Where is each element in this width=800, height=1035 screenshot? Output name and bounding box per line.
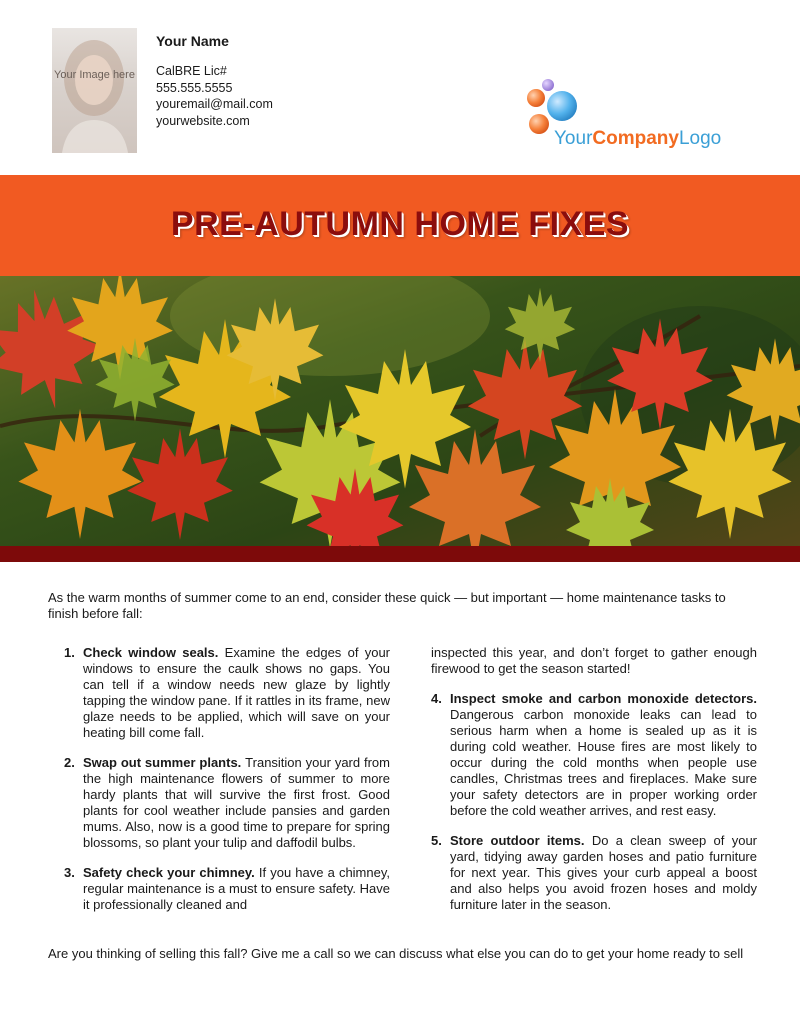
maple-leaves-illustration bbox=[0, 276, 800, 546]
tip-heading: Check window seals. bbox=[83, 645, 225, 660]
tip-item bbox=[431, 691, 757, 819]
tip-text: Examine the edges of your windows to ensure the caulk shows no gaps. You can tell if a window needs new glaze by lightly tapping the window pane. If it rattles in its frame, new glaze needs to be applied, which will save on your heating bill come fall. bbox=[83, 645, 390, 740]
autumn-leaves-image bbox=[0, 276, 800, 546]
tip-continuation: inspected this year, and don’t forget to gather enough firewood to get the season started! bbox=[431, 645, 757, 676]
tip-item bbox=[431, 833, 757, 913]
portrait-silhouette bbox=[52, 28, 137, 153]
agent-photo-placeholder bbox=[52, 28, 137, 153]
tip-text: Do a clean sweep of your yard, tidying away garden hoses and patio furniture for next year. This gives your curb appeal a boost and also helps you avoid frozen hoses and moldy furniture later in the season. bbox=[450, 833, 757, 912]
title-banner bbox=[0, 175, 800, 276]
tip-heading: Store outdoor items. bbox=[450, 833, 592, 848]
phone-number: 555.555.5555 bbox=[156, 80, 233, 95]
logo-wordmark bbox=[554, 128, 721, 150]
tip-text: Transition your yard from the high maintenance flowers of summer to more hardy plants that will survive the first frost. Good plants for cool weather include pansies and garden mums. Also, now is a good time to prepare for spring blossoms, so plant your tulip and daffodil bulbs. bbox=[83, 755, 390, 850]
intro-paragraph: As the warm months of summer come to an end, consider these quick — but important — home maintenance tasks to finish before fall: bbox=[48, 590, 726, 621]
tip-number: 4. bbox=[431, 691, 442, 706]
tip-number: 2. bbox=[64, 755, 75, 770]
website-address: yourwebsite.com bbox=[156, 113, 250, 128]
logo-text-your: Your bbox=[554, 128, 593, 149]
closing-paragraph: Are you thinking of selling this fall? Give me a call so we can discuss what else you can do to get your home ready to sell bbox=[48, 946, 744, 961]
hero-divider-bar bbox=[0, 546, 800, 562]
photo-label: Your Image here bbox=[54, 69, 135, 81]
email-address: youremail@mail.com bbox=[156, 97, 273, 111]
tip-text: Dangerous carbon monoxide leaks can lead to serious harm when a home is sealed up as it is during cold weather. House fires are most likely to occur during the cold months when people use candles, Christmas trees and fireplaces. Make sure your safety detectors are in proper working order before the cold weather arrives, and rest easy. bbox=[450, 707, 757, 818]
tip-text: If you have a chimney, regular maintenance is a must to ensure safety. Have it professionally cleaned and bbox=[83, 865, 390, 912]
tip-number: 5. bbox=[431, 833, 442, 848]
agent-name: Your Name bbox=[156, 33, 229, 49]
tip-heading: Inspect smoke and carbon monoxide detectors. bbox=[450, 691, 757, 706]
tip-item bbox=[64, 755, 390, 851]
tips-column-left bbox=[64, 645, 390, 927]
logo-text-company: Company bbox=[592, 128, 679, 149]
page-title: PRE-AUTUMN HOME FIXES bbox=[170, 205, 630, 243]
company-logo bbox=[524, 74, 734, 154]
license-number: CalBRE Lic# bbox=[156, 64, 227, 78]
bubbles-logo-icon bbox=[524, 74, 584, 136]
tip-heading: Safety check your chimney. bbox=[83, 865, 259, 880]
tip-heading: Swap out summer plants. bbox=[83, 755, 246, 770]
tip-number: 3. bbox=[64, 865, 75, 880]
tip-item bbox=[64, 645, 390, 741]
tip-item bbox=[64, 865, 390, 913]
agent-contact-block bbox=[156, 33, 273, 129]
tips-column-right bbox=[431, 645, 757, 927]
tip-number: 1. bbox=[64, 645, 75, 660]
logo-text-logo: Logo bbox=[678, 128, 722, 149]
